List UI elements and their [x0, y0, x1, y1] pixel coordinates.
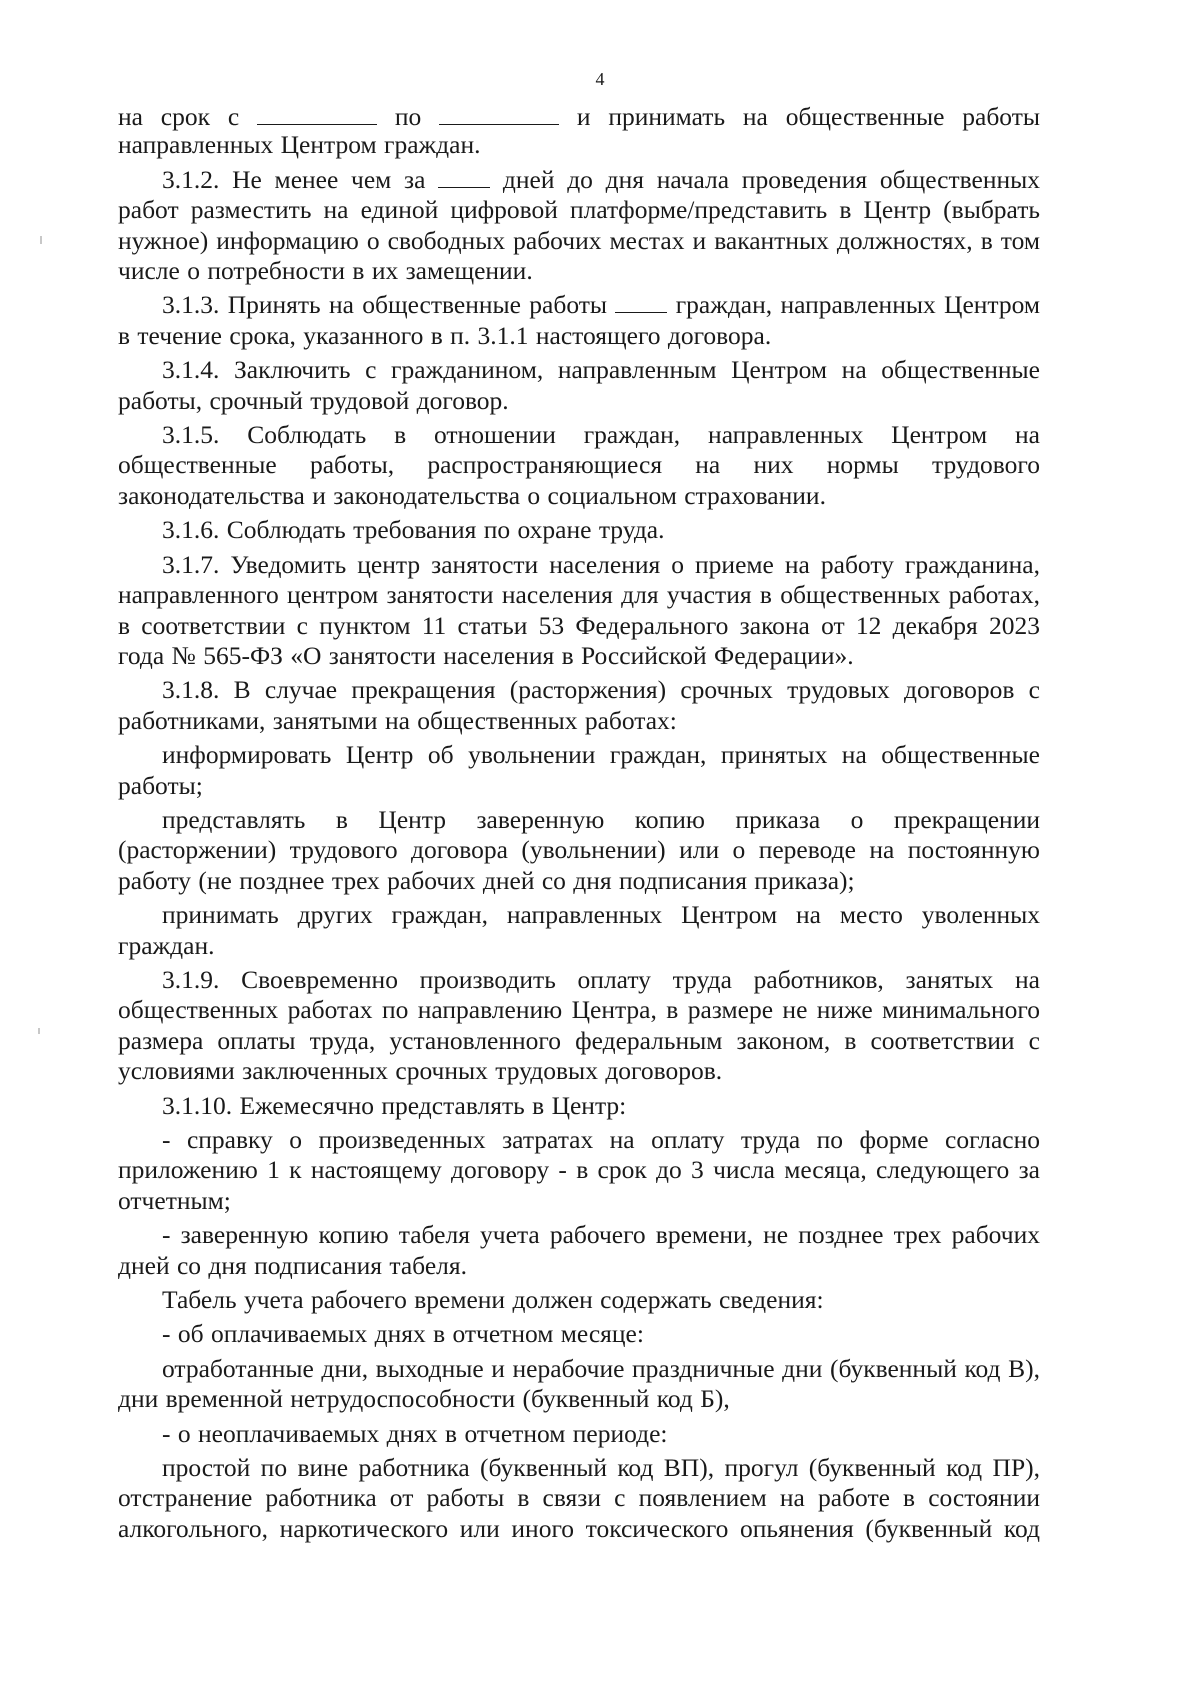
clause-3-1-8-item-submit-copy: представлять в Центр заверенную копию приказа о прекращении (расторжении) трудового договора (увольнении) или о переводе на постоянную работу (не позднее трех рабочих дней со дня подписания приказа); — [118, 804, 1040, 895]
blank-field-end-date — [439, 102, 559, 125]
clause-3-1-2 — [118, 165, 1040, 287]
paragraph-text: граждан, направленных Центром в течение срока, указанного в п. 3.1.1 настоящего договора. — [118, 290, 1041, 350]
scan-edge-mark — [38, 1028, 40, 1034]
clause-3-1-8: 3.1.8. В случае прекращения (расторжения) срочных трудовых договоров с работниками, занятыми на общественных работах: — [118, 675, 1040, 735]
timesheet-unpaid-days-heading: - о неоплачиваемых днях в отчетном периоде: — [162, 1418, 668, 1448]
timesheet-paid-days-list: отработанные дни, выходные и нерабочие праздничные дни (буквенный код В), дни временной нетрудоспособности (буквенный код Б), — [118, 1353, 1040, 1414]
clause-3-1-8-item-hire-others: принимать других граждан, направленных Центром на место уволенных граждан. — [118, 900, 1040, 960]
clause-3-1-10-item-certificate: - справку о произведенных затратах на оплату труда по форме согласно приложению 1 к настоящему договору - в срок до 3 числа месяца, следующего за отчетным; — [118, 1125, 1040, 1215]
paragraph-term — [118, 102, 1040, 132]
page-number: 4 — [595, 69, 605, 89]
paragraph-text: на срок с — [118, 102, 240, 131]
clause-3-1-10: 3.1.10. Ежемесячно представлять в Центр: — [162, 1090, 627, 1120]
document-body — [118, 102, 1040, 1548]
clause-3-1-10-item-timesheet-copy: - заверенную копию табеля учета рабочего времени, не позднее трех рабочих дней со дня подписания табеля. — [118, 1220, 1040, 1280]
timesheet-unpaid-days-list: простой по вине работника (буквенный код ВП), прогул (буквенный код ПР), отстранение работника от работы в связи с появлением на работе в состоянии алкогольного, наркотического или иного токсического опьянения (буквенный код — [118, 1453, 1040, 1543]
paragraph-text: направленных Центром граждан. — [118, 130, 481, 160]
clause-3-1-4: 3.1.4. Заключить с гражданином, направленным Центром на общественные работы, срочный трудовой договор. — [118, 355, 1040, 415]
clause-3-1-9: 3.1.9. Своевременно производить оплату труда работников, занятых на общественных работах по направлению Центра, в размере не ниже минимального размера оплаты труда, установленного федеральным законом, в соответствии с условиями заключенных срочных трудовых договоров. — [118, 964, 1040, 1086]
paragraph-text: 3.1.3. Принять на общественные работы — [162, 290, 608, 320]
paragraph-text: дней до дня начала проведения общественных работ разместить на единой цифровой платформе/представить в Центр (выбрать нужное) информацию о свободных рабочих местах и вакантных должностях, в том числе о потребности в их замещении. — [118, 164, 1041, 286]
clause-3-1-8-item-inform: информировать Центр об увольнении граждан, принятых на общественные работы; — [118, 740, 1040, 800]
paragraph-text: 3.1.2. Не менее чем за — [162, 164, 426, 194]
timesheet-paid-days-heading: - об оплачиваемых днях в отчетном месяце: — [162, 1319, 644, 1349]
blank-field-start-date — [257, 102, 377, 125]
blank-field-days — [438, 165, 490, 188]
paragraph-text: и принимать на общественные работы — [576, 102, 1040, 131]
paragraph-term-cont — [118, 130, 1040, 160]
timesheet-requirements: Табель учета рабочего времени должен содержать сведения: — [162, 1285, 824, 1315]
scan-edge-mark — [40, 236, 42, 244]
clause-3-1-7: 3.1.7. Уведомить центр занятости населения о приеме на работу гражданина, направленного центром занятости населения для участия в общественных работах, в соответствии с пунктом 11 статьи 53 Федерального закона от 12 декабря 2023 года № 565-ФЗ «О занятости населения в Российской Федерации». — [118, 549, 1040, 670]
clause-3-1-5: 3.1.5. Соблюдать в отношении граждан, направленных Центром на общественные работы, распространяющиеся на них нормы трудового законодательства и законодательства о социальном страховании. — [118, 420, 1040, 510]
clause-3-1-6: 3.1.6. Соблюдать требования по охране труда. — [162, 515, 665, 545]
clause-3-1-3 — [118, 290, 1040, 351]
blank-field-citizens-count — [615, 290, 667, 313]
paragraph-text: по — [394, 102, 422, 131]
